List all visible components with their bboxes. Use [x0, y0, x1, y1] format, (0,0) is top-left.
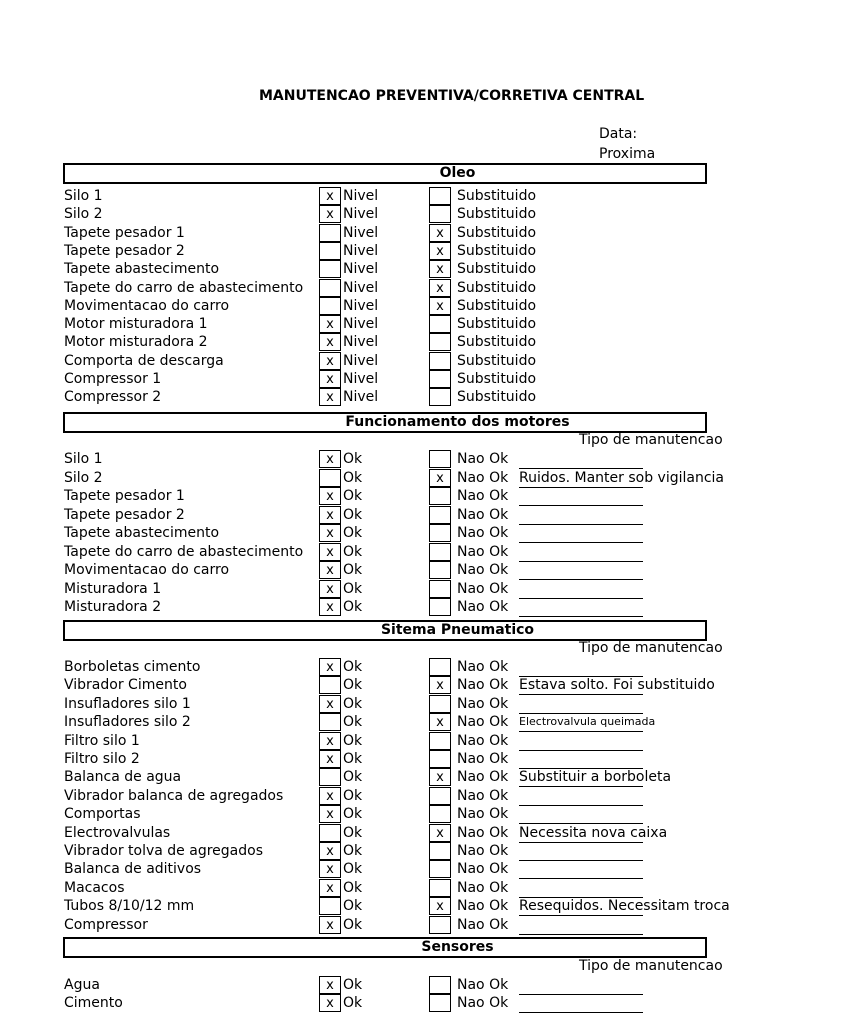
- nao-ok-checkbox[interactable]: [429, 976, 451, 994]
- ok-checkbox[interactable]: [319, 713, 341, 731]
- nao-ok-checkbox[interactable]: [429, 916, 451, 934]
- substituido-label: Substituido: [457, 206, 537, 223]
- next-date-label: Proxima: [599, 146, 656, 162]
- row-label: Comportas: [64, 806, 141, 823]
- motores-row: [0, 506, 643, 524]
- ok-label: Ok: [343, 469, 363, 486]
- oleo-row: [0, 370, 643, 388]
- substituido-checkbox[interactable]: x: [429, 297, 451, 315]
- motores-row: [0, 543, 643, 561]
- notes-field[interactable]: [519, 695, 643, 714]
- nivel-label: Nivel: [343, 316, 379, 333]
- row-label: Tubos 8/10/12 mm: [64, 898, 195, 915]
- nao-ok-checkbox[interactable]: x: [429, 676, 451, 694]
- oleo-row: [0, 205, 643, 223]
- section-title-pneumatico: Sitema Pneumatico: [380, 622, 535, 638]
- substituido-label: Substituido: [457, 316, 537, 333]
- nao-ok-checkbox[interactable]: [429, 487, 451, 505]
- nivel-checkbox[interactable]: [319, 224, 341, 242]
- nao-ok-checkbox[interactable]: [429, 658, 451, 676]
- ok-checkbox[interactable]: x: [319, 879, 341, 897]
- nao-ok-label: Nao Ok: [457, 562, 509, 578]
- nao-ok-checkbox[interactable]: [429, 787, 451, 805]
- substituido-checkbox[interactable]: [429, 352, 451, 370]
- row-label: Motor misturadora 2: [64, 334, 208, 351]
- substituido-label: Substituido: [457, 371, 537, 387]
- ok-checkbox[interactable]: x: [319, 580, 341, 598]
- nivel-checkbox[interactable]: [319, 279, 341, 297]
- nao-ok-checkbox[interactable]: x: [429, 824, 451, 842]
- row-label: Tapete abastecimento: [64, 525, 220, 541]
- nao-ok-checkbox[interactable]: x: [429, 469, 451, 487]
- ok-label: Ok: [343, 843, 363, 859]
- motores-row: [0, 561, 643, 579]
- tipo-label-pneumatico: Tipo de manutencao: [579, 640, 723, 656]
- substituido-label: Substituido: [457, 261, 537, 278]
- oleo-row: [0, 388, 643, 406]
- section-header-motores: [63, 412, 707, 433]
- notes-field[interactable]: [519, 580, 643, 599]
- notes-field[interactable]: [519, 994, 643, 1013]
- notes-field[interactable]: [519, 506, 643, 525]
- ok-label: Ok: [343, 599, 363, 615]
- notes-field[interactable]: [519, 805, 643, 824]
- notes-field[interactable]: [519, 750, 643, 769]
- pneumatico-row: [0, 713, 656, 731]
- substituido-label: Substituido: [457, 334, 537, 351]
- ok-checkbox[interactable]: x: [319, 732, 341, 750]
- nao-ok-label: Nao Ok: [457, 751, 509, 767]
- ok-label: Ok: [343, 488, 363, 504]
- ok-label: Ok: [343, 879, 363, 896]
- oleo-row: [0, 260, 643, 278]
- nao-ok-checkbox[interactable]: [429, 695, 451, 713]
- section-title-sensores: Sensores: [421, 939, 494, 955]
- pneumatico-row: [0, 897, 730, 915]
- notes-field[interactable]: [519, 487, 643, 506]
- ok-checkbox[interactable]: x: [319, 805, 341, 823]
- sensores-row: [0, 994, 643, 1012]
- ok-label: Ok: [343, 861, 363, 878]
- notes-field[interactable]: Estava solto. Foi substituido: [519, 677, 715, 694]
- ok-checkbox[interactable]: x: [319, 695, 341, 713]
- nivel-checkbox[interactable]: [319, 260, 341, 278]
- ok-checkbox[interactable]: x: [319, 750, 341, 768]
- row-label: Tapete do carro de abastecimento: [64, 543, 304, 560]
- pneumatico-row: [0, 676, 715, 694]
- ok-checkbox[interactable]: x: [319, 598, 341, 616]
- nivel-label: Nivel: [343, 242, 379, 259]
- section-header-pneumatico: [63, 620, 707, 641]
- ok-checkbox[interactable]: [319, 768, 341, 786]
- nao-ok-label: Nao Ok: [457, 861, 509, 878]
- nao-ok-label: Nao Ok: [457, 879, 509, 896]
- nao-ok-checkbox[interactable]: [429, 805, 451, 823]
- nao-ok-label: Nao Ok: [457, 843, 509, 859]
- ok-label: Ok: [343, 806, 363, 823]
- nivel-checkbox[interactable]: x: [319, 205, 341, 223]
- row-label: Filtro silo 1: [64, 732, 140, 749]
- nao-ok-label: Nao Ok: [457, 543, 509, 560]
- section-title-motores: Funcionamento dos motores: [345, 414, 570, 430]
- nao-ok-label: Nao Ok: [457, 659, 509, 675]
- nivel-label: Nivel: [343, 371, 379, 387]
- ok-checkbox[interactable]: x: [319, 787, 341, 805]
- notes-field[interactable]: [519, 860, 643, 879]
- pneumatico-row: [0, 805, 643, 823]
- ok-label: Ok: [343, 580, 363, 597]
- ok-checkbox[interactable]: x: [319, 842, 341, 860]
- ok-checkbox[interactable]: [319, 897, 341, 915]
- oleo-row: [0, 333, 643, 351]
- substituido-label: Substituido: [457, 188, 537, 204]
- nao-ok-label: Nao Ok: [457, 732, 509, 749]
- nao-ok-checkbox[interactable]: [429, 450, 451, 468]
- nao-ok-label: Nao Ok: [457, 451, 509, 467]
- row-label: Macacos: [64, 879, 125, 896]
- ok-checkbox[interactable]: x: [319, 561, 341, 579]
- nao-ok-checkbox[interactable]: x: [429, 897, 451, 915]
- nivel-checkbox[interactable]: [319, 242, 341, 260]
- nao-ok-label: Nao Ok: [457, 916, 509, 933]
- ok-label: Ok: [343, 787, 363, 804]
- row-label: Cimento: [64, 995, 123, 1011]
- nivel-label: Nivel: [343, 206, 379, 223]
- section-header-oleo: [63, 163, 707, 184]
- substituido-label: Substituido: [457, 352, 537, 369]
- ok-label: Ok: [343, 562, 363, 578]
- ok-label: Ok: [343, 898, 363, 915]
- ok-checkbox[interactable]: [319, 676, 341, 694]
- row-label: Silo 1: [64, 451, 103, 467]
- pneumatico-row: [0, 787, 643, 805]
- ok-label: Ok: [343, 695, 363, 712]
- pneumatico-row: [0, 860, 643, 878]
- nao-ok-label: Nao Ok: [457, 977, 509, 993]
- row-label: Comporta de descarga: [64, 352, 224, 369]
- nao-ok-checkbox[interactable]: [429, 580, 451, 598]
- row-label: Tapete pesador 2: [64, 242, 185, 259]
- nao-ok-label: Nao Ok: [457, 599, 509, 615]
- oleo-row: [0, 224, 643, 242]
- ok-checkbox[interactable]: x: [319, 524, 341, 542]
- notes-field[interactable]: [519, 561, 643, 580]
- row-label: Silo 2: [64, 206, 103, 223]
- ok-checkbox[interactable]: x: [319, 450, 341, 468]
- nao-ok-label: Nao Ok: [457, 769, 509, 786]
- ok-checkbox[interactable]: x: [319, 976, 341, 994]
- row-label: Vibrador balanca de agregados: [64, 787, 284, 804]
- ok-label: Ok: [343, 506, 363, 523]
- pneumatico-row: [0, 658, 643, 676]
- notes-field[interactable]: Electrovalvula queimada: [519, 713, 643, 732]
- ok-label: Ok: [343, 824, 363, 841]
- nivel-checkbox[interactable]: x: [319, 388, 341, 406]
- nao-ok-label: Nao Ok: [457, 995, 509, 1011]
- nao-ok-checkbox[interactable]: [429, 524, 451, 542]
- ok-label: Ok: [343, 714, 363, 731]
- substituido-label: Substituido: [457, 389, 537, 406]
- ok-checkbox[interactable]: x: [319, 506, 341, 524]
- notes-field[interactable]: [519, 976, 643, 995]
- notes-field[interactable]: [519, 732, 643, 751]
- page-title: MANUTENCAO PREVENTIVA/CORRETIVA CENTRAL: [259, 88, 645, 104]
- substituido-checkbox[interactable]: [429, 205, 451, 223]
- ok-checkbox[interactable]: x: [319, 658, 341, 676]
- notes-field[interactable]: Substituir a borboleta: [519, 769, 672, 786]
- notes-field[interactable]: Necessita nova caixa: [519, 824, 668, 841]
- nivel-checkbox[interactable]: [319, 297, 341, 315]
- ok-label: Ok: [343, 659, 363, 675]
- row-label: Balanca de aditivos: [64, 861, 202, 878]
- ok-checkbox[interactable]: x: [319, 487, 341, 505]
- row-label: Compressor: [64, 916, 148, 933]
- nao-ok-label: Nao Ok: [457, 525, 509, 541]
- substituido-checkbox[interactable]: [429, 315, 451, 333]
- section-header-sensores: [63, 937, 707, 958]
- oleo-row: [0, 297, 643, 315]
- ok-label: Ok: [343, 732, 363, 749]
- row-label: Tapete pesador 1: [64, 488, 185, 504]
- notes-field[interactable]: [519, 916, 643, 935]
- pneumatico-row: [0, 879, 643, 897]
- nivel-label: Nivel: [343, 224, 379, 241]
- nao-ok-checkbox[interactable]: x: [429, 768, 451, 786]
- oleo-row: [0, 279, 643, 297]
- motores-row: [0, 580, 643, 598]
- ok-label: Ok: [343, 916, 363, 933]
- nao-ok-label: Nao Ok: [457, 677, 509, 694]
- nivel-checkbox[interactable]: x: [319, 352, 341, 370]
- substituido-checkbox[interactable]: [429, 388, 451, 406]
- substituido-checkbox[interactable]: x: [429, 242, 451, 260]
- nao-ok-label: Nao Ok: [457, 580, 509, 597]
- nao-ok-label: Nao Ok: [457, 787, 509, 804]
- row-label: Vibrador Cimento: [64, 677, 187, 694]
- pneumatico-row: [0, 824, 668, 842]
- notes-field[interactable]: [519, 658, 643, 677]
- ok-label: Ok: [343, 525, 363, 541]
- notes-field[interactable]: [519, 450, 643, 469]
- motores-row: [0, 469, 725, 487]
- row-label: Compressor 2: [64, 389, 162, 406]
- ok-checkbox[interactable]: x: [319, 543, 341, 561]
- notes-field[interactable]: Ruidos. Manter sob vigilancia: [519, 469, 725, 486]
- oleo-row: [0, 352, 643, 370]
- ok-label: Ok: [343, 451, 363, 467]
- substituido-label: Substituido: [457, 279, 537, 296]
- nivel-checkbox[interactable]: x: [319, 333, 341, 351]
- row-label: Agua: [64, 977, 100, 993]
- row-label: Borboletas cimento: [64, 659, 201, 675]
- nao-ok-checkbox[interactable]: [429, 732, 451, 750]
- substituido-checkbox[interactable]: [429, 187, 451, 205]
- oleo-row: [0, 242, 643, 260]
- notes-field[interactable]: [519, 543, 643, 562]
- row-label: Compressor 1: [64, 371, 162, 387]
- row-label: Misturadora 1: [64, 580, 162, 597]
- row-label: Movimentacao do carro: [64, 562, 230, 578]
- tipo-label-motores: Tipo de manutencao: [579, 432, 723, 448]
- ok-checkbox[interactable]: [319, 469, 341, 487]
- nao-ok-label: Nao Ok: [457, 806, 509, 823]
- nao-ok-checkbox[interactable]: x: [429, 713, 451, 731]
- nivel-checkbox[interactable]: x: [319, 187, 341, 205]
- nao-ok-label: Nao Ok: [457, 506, 509, 523]
- row-label: Filtro silo 2: [64, 751, 140, 767]
- motores-row: [0, 450, 643, 468]
- substituido-checkbox[interactable]: [429, 370, 451, 388]
- nao-ok-label: Nao Ok: [457, 714, 509, 731]
- pneumatico-row: [0, 842, 643, 860]
- row-label: Tapete abastecimento: [64, 261, 220, 278]
- nao-ok-checkbox[interactable]: [429, 506, 451, 524]
- ok-checkbox[interactable]: [319, 824, 341, 842]
- nivel-label: Nivel: [343, 334, 379, 351]
- pneumatico-row: [0, 768, 672, 786]
- substituido-checkbox[interactable]: x: [429, 224, 451, 242]
- nivel-checkbox[interactable]: x: [319, 370, 341, 388]
- notes-field[interactable]: [519, 787, 643, 806]
- row-label: Vibrador tolva de agregados: [64, 843, 263, 859]
- ok-checkbox[interactable]: x: [319, 994, 341, 1012]
- ok-label: Ok: [343, 995, 363, 1011]
- row-label: Movimentacao do carro: [64, 297, 230, 314]
- date-label: Data:: [599, 126, 638, 142]
- nao-ok-checkbox[interactable]: [429, 543, 451, 561]
- ok-label: Ok: [343, 751, 363, 767]
- substituido-label: Substituido: [457, 242, 537, 259]
- nivel-label: Nivel: [343, 389, 379, 406]
- sensores-row: [0, 976, 643, 994]
- ok-label: Ok: [343, 977, 363, 993]
- nao-ok-label: Nao Ok: [457, 695, 509, 712]
- row-label: Silo 1: [64, 188, 103, 204]
- substituido-checkbox[interactable]: x: [429, 260, 451, 278]
- substituido-checkbox[interactable]: x: [429, 279, 451, 297]
- nao-ok-checkbox[interactable]: [429, 860, 451, 878]
- row-label: Motor misturadora 1: [64, 316, 208, 333]
- pneumatico-row: [0, 695, 643, 713]
- section-title-oleo: Oleo: [439, 165, 476, 181]
- pneumatico-row: [0, 916, 643, 934]
- pneumatico-row: [0, 732, 643, 750]
- ok-label: Ok: [343, 769, 363, 786]
- notes-field[interactable]: [519, 524, 643, 543]
- ok-checkbox[interactable]: x: [319, 860, 341, 878]
- row-label: Tapete do carro de abastecimento: [64, 279, 304, 296]
- nao-ok-checkbox[interactable]: [429, 598, 451, 616]
- tipo-label-sensores: Tipo de manutencao: [579, 958, 723, 974]
- substituido-checkbox[interactable]: [429, 333, 451, 351]
- row-label: Tapete pesador 2: [64, 506, 185, 523]
- nao-ok-label: Nao Ok: [457, 488, 509, 504]
- nao-ok-checkbox[interactable]: [429, 750, 451, 768]
- notes-field[interactable]: [519, 842, 643, 861]
- motores-row: [0, 487, 643, 505]
- nao-ok-label: Nao Ok: [457, 469, 509, 486]
- notes-field[interactable]: Resequidos. Necessitam troca: [519, 898, 730, 915]
- nivel-label: Nivel: [343, 297, 379, 314]
- nao-ok-checkbox[interactable]: [429, 561, 451, 579]
- motores-row: [0, 524, 643, 542]
- notes-field[interactable]: [519, 598, 643, 617]
- substituido-label: Substituido: [457, 297, 537, 314]
- ok-checkbox[interactable]: x: [319, 916, 341, 934]
- motores-row: [0, 598, 643, 616]
- nivel-label: Nivel: [343, 188, 379, 204]
- nao-ok-label: Nao Ok: [457, 898, 509, 915]
- nivel-label: Nivel: [343, 279, 379, 296]
- nao-ok-checkbox[interactable]: [429, 842, 451, 860]
- row-label: Electrovalvulas: [64, 824, 171, 841]
- substituido-label: Substituido: [457, 224, 537, 241]
- nao-ok-label: Nao Ok: [457, 824, 509, 841]
- nivel-checkbox[interactable]: x: [319, 315, 341, 333]
- nao-ok-checkbox[interactable]: [429, 879, 451, 897]
- pneumatico-row: [0, 750, 643, 768]
- oleo-row: [0, 315, 643, 333]
- row-label: Misturadora 2: [64, 599, 162, 615]
- ok-label: Ok: [343, 677, 363, 694]
- nivel-label: Nivel: [343, 352, 379, 369]
- notes-field[interactable]: [519, 879, 643, 898]
- ok-label: Ok: [343, 543, 363, 560]
- row-label: Tapete pesador 1: [64, 224, 185, 241]
- row-label: Insufladores silo 2: [64, 714, 191, 731]
- row-label: Balanca de agua: [64, 769, 182, 786]
- nivel-label: Nivel: [343, 261, 379, 278]
- nao-ok-checkbox[interactable]: [429, 994, 451, 1012]
- oleo-row: [0, 187, 643, 205]
- row-label: Silo 2: [64, 469, 103, 486]
- row-label: Insufladores silo 1: [64, 695, 191, 712]
